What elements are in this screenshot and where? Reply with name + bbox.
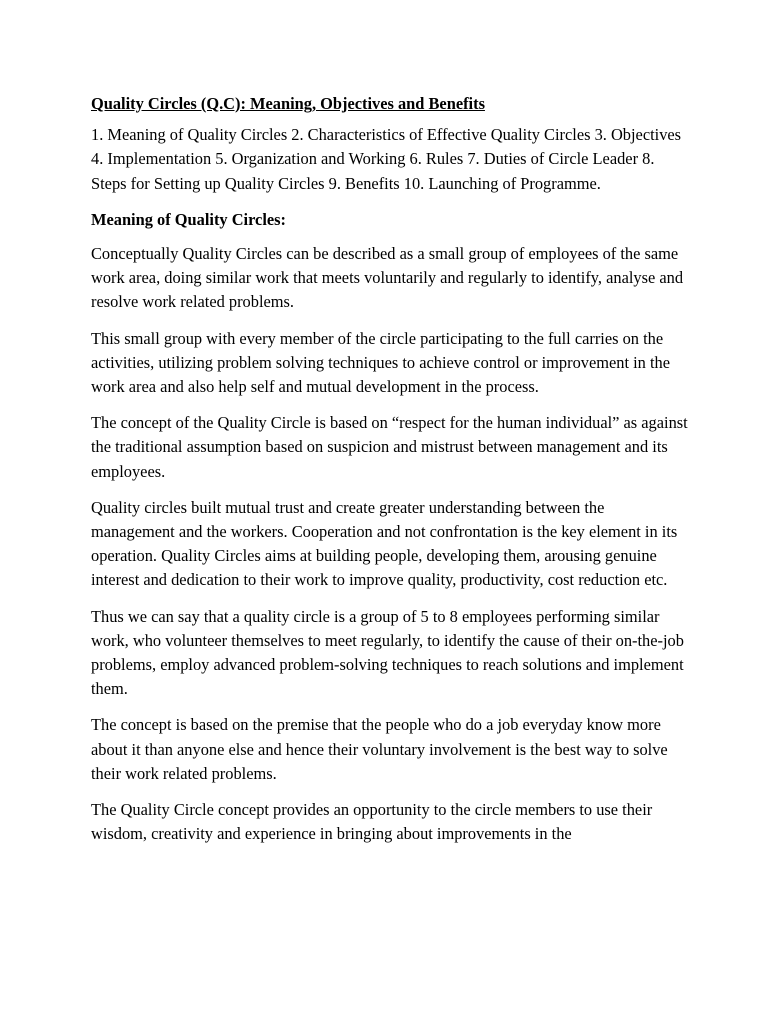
paragraph: Thus we can say that a quality circle is a group of 5 to 8 employees performing similar work, who volunteer themselves to meet regularly, to identify the cause of their on-the-job problems, employ advanced problem-solving techniques to reach solutions and implement them. [91,606,684,699]
paragraph: This small group with every member of the circle participating to the full carries on the activities, utilizing problem solving techniques to achieve control or improvement in the work area and also help self and mutual development in the process. [91,328,670,397]
document-title: Quality Circles (Q.C): Meaning, Objectives and Benefits [91,94,485,113]
table-of-contents: 1. Meaning of Quality Circles 2. Characteristics of Effective Quality Circles 3. Objectives 4. Implementation 5. Organization and Working 6. Rules 7. Duties of Circle Leader 8. Steps for Setting up Quality Circles 9. Benefits 10. Launching of Programme. [91,125,682,193]
paragraph: The concept is based on the premise that the people who do a job everyday know more about it than anyone else and hence their voluntary involvement is the best way to solve their work related problems. [91,715,668,783]
paragraph: The Quality Circle concept provides an opportunity to the circle members to use their wisdom, creativity and experience in bringing about improvements in the [91,800,653,844]
paragraph: Conceptually Quality Circles can be described as a small group of employees of the same work area, doing similar work that meets voluntarily and regularly to identify, analyse and resolve work related problems. [91,244,684,312]
paragraph: Quality circles built mutual trust and create greater understanding between the management and the workers. Cooperation and not confrontation is the key element in its operation. Quality Circles aims at building people, developing them, arousing genuine interest and dedication to their work to improve quality, productivity, cost reduction etc. [91,497,678,590]
section-heading: Meaning of Quality Circles: [91,209,286,229]
document-page [91,92,691,858]
paragraph: The concept of the Quality Circle is based on “respect for the human individual” as against the traditional assumption based on suspicion and mistrust between management and its employees. [91,413,688,481]
